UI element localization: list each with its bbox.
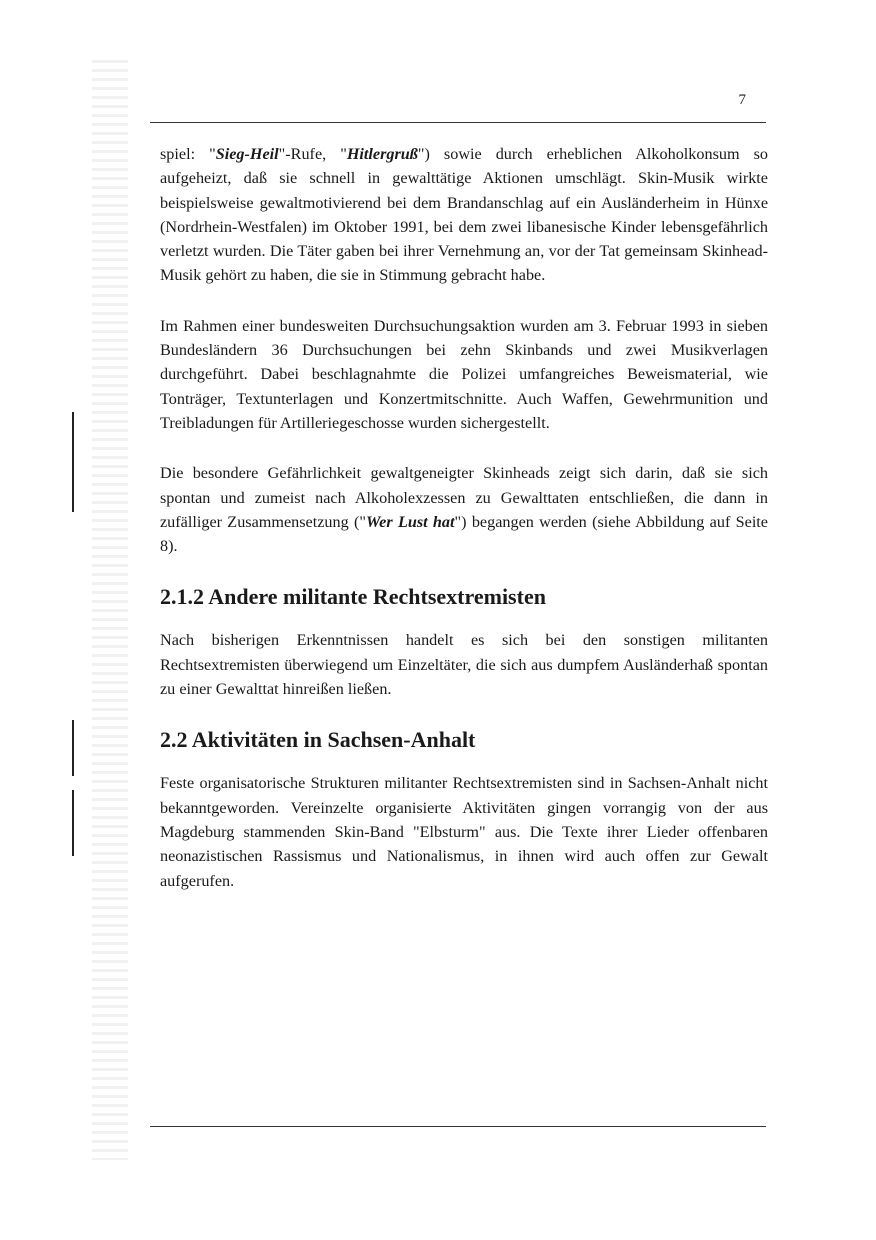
paragraph-3: Die besondere Gefährlichkeit gewaltgeneigter Skinheads zeigt sich darin, daß sie sich spontan und zumeist nach Alkoholexzessen zu Gewalttaten entschließen, die dann in zufälliger Zusammensetzung ("Wer Lust hat") begangen werden (siehe Abbildung auf Seite 8). (160, 464, 768, 556)
margin-mark (72, 412, 74, 512)
page-number: 7 (738, 92, 746, 108)
section-heading-2-1-2: 2.1.2 Andere militante Rechtsextremisten (160, 584, 546, 610)
paragraph-section-2-2: Feste organisatorische Strukturen militanter Rechtsextremisten sind in Sachsen-Anhalt nicht bekanntgeworden. Vereinzelte organisierte Aktivitäten gingen vorrangig von der aus Magdeburg stammenden Skin-Band "Elbsturm" aus. Die Texte ihrer Lieder offenbaren neonazistischen Rassismus und Nationalismus, in ihnen wird auch offen zur Gewalt aufgerufen. (160, 774, 768, 890)
paragraph-2: Im Rahmen einer bundesweiten Durchsuchungsaktion wurden am 3. Februar 1993 in sieben Bundesländern 36 Durchsuchungen bei zehn Skinbands und zwei Musikverlagen durchgeführt. Dabei beschlagnahmte die Polizei umfangreiches Beweismaterial, wie Tonträger, Textunterlagen und Konzertmitschnitte. Auch Waffen, Gewehrmunition und Treibladungen für Artilleriegeschosse wurden sichergestellt. (160, 316, 768, 432)
quote-wer-lust-hat: Wer Lust hat (365, 512, 455, 531)
quote-sieg-heil: Sieg-Heil (215, 145, 279, 163)
margin-mark (72, 790, 74, 856)
quote-hitlergruss: Hitlergruß (346, 145, 418, 163)
header-rule (150, 122, 766, 123)
paragraph-1: spiel: "Sieg-Heil"-Rufe, "Hitlergruß") sowie durch erheblichen Alkoholkonsum so aufgeheizt, daß sie schnell in gewalttätige Aktionen umschlägt. Skin-Musik wirkte beispielsweise gewaltmotivierend bei dem Brandanschlag auf ein Ausländerheim in Hünxe (Nordrhein-Westfalen) im Oktober 1991, bei dem zwei libanesische Kinder lebensgefährlich verletzt wurden. Die Täter gaben bei ihrer Vernehmung an, vor der Tat gemeinsam Skinhead-Musik gehört zu haben, die sie in Stimmung gebracht habe. (160, 145, 768, 285)
paragraph-section-2-1-2: Nach bisherigen Erkenntnissen handelt es sich bei den sonstigen militanten Rechtsextremisten überwiegend um Einzeltäter, die sich aus dumpfem Ausländerhaß spontan zu einer Gewalttat hinreißen ließen. (160, 631, 768, 699)
body-text (160, 142, 768, 919)
section-heading-2-2: 2.2 Aktivitäten in Sachsen-Anhalt (160, 727, 476, 753)
footer-rule (150, 1126, 766, 1127)
scan-binding-shadow (92, 60, 128, 1160)
margin-mark (72, 720, 74, 776)
